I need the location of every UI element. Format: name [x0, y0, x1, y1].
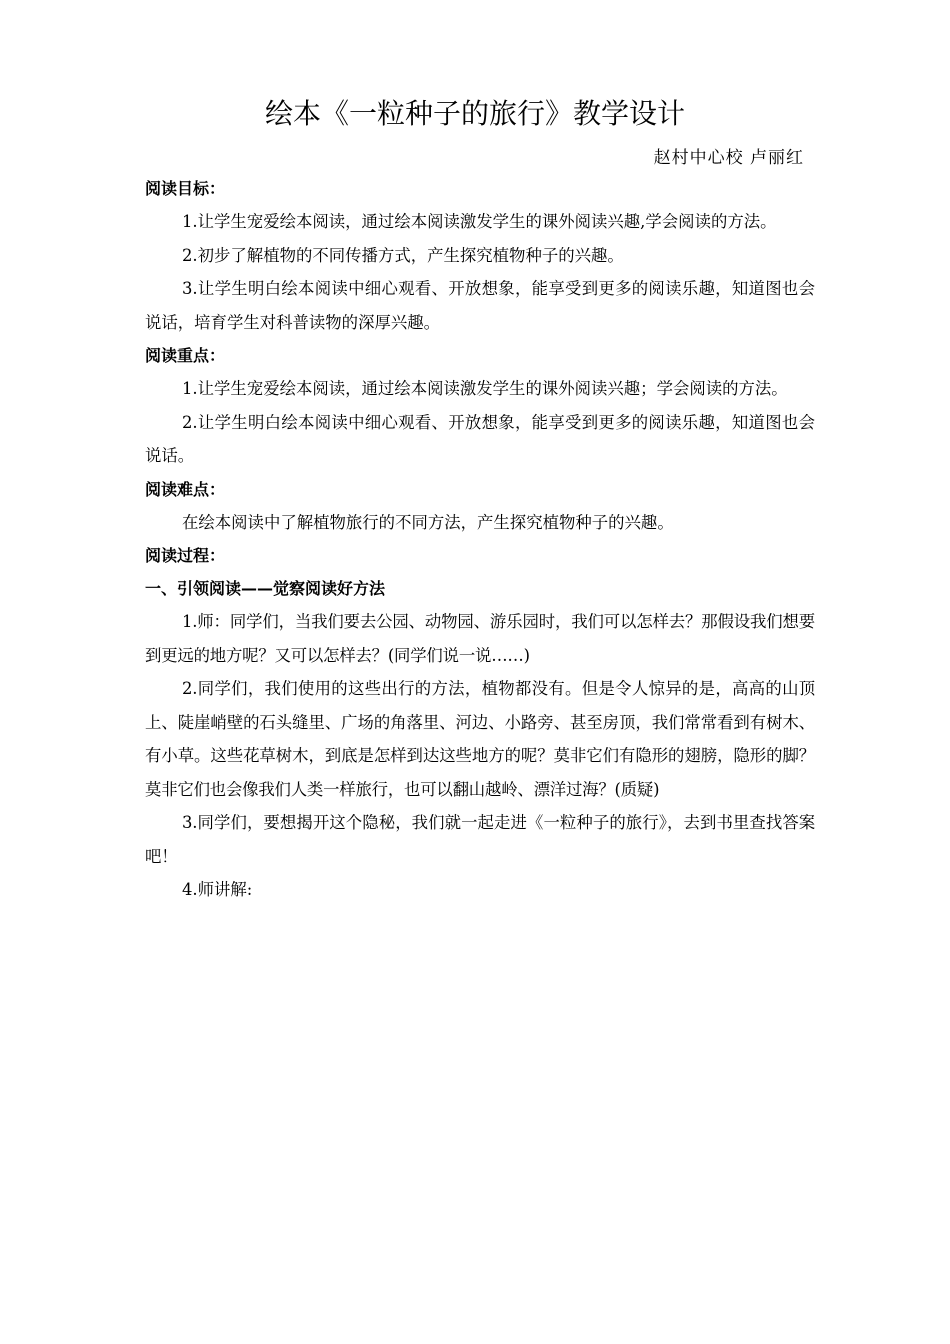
process-paragraph: 4.师讲解: — [182, 880, 253, 899]
process-paragraph: 3.同学们，要想揭开这个隐秘，我们就一起走进《一粒种子的旅行》，去到书里查找答案吧！ — [145, 813, 815, 866]
objective-paragraph: 3.让学生明白绘本阅读中细心观看、开放想象，能享受到更多的阅读乐趣，知道图也会说话，培育学生对科普读物的深厚兴趣。 — [145, 279, 815, 332]
section-heading-process: 阅读过程： — [145, 546, 226, 565]
difficulty-paragraph: 在绘本阅读中了解植物旅行的不同方法，产生探究植物种子的兴趣。 — [182, 512, 674, 532]
document-title: 绘本《一粒种子的旅行》教学设计 — [264, 97, 685, 130]
key-point-paragraph: 1.让学生宠爱绘本阅读，通过绘本阅读激发学生的课外阅读兴趣；学会阅读的方法。 — [182, 379, 788, 398]
objective-paragraph: 2.初步了解植物的不同传播方式，产生探究植物种子的兴趣。 — [182, 245, 624, 265]
section-heading-difficulties: 阅读难点： — [145, 479, 226, 499]
section-heading-key-points: 阅读重点： — [145, 346, 226, 365]
key-point-paragraph: 2.让学生明白绘本阅读中细心观看、开放想象，能享受到更多的阅读乐趣，知道图也会说话。 — [145, 412, 815, 465]
objective-paragraph: 1.让学生宠爱绘本阅读，通过绘本阅读激发学生的课外阅读兴趣,学会阅读的方法。 — [182, 212, 777, 231]
section-heading-objectives: 阅读目标： — [145, 179, 226, 198]
document-body — [145, 172, 815, 907]
process-paragraph: 1.师：同学们，当我们要去公园、动物园、游乐园时，我们可以怎样去？那假设我们想要到更远的地方呢？又可以怎样去？(同学们说一说……) — [145, 612, 815, 665]
subsection-heading-guided-reading: 一、引领阅读——觉察阅读好方法 — [145, 579, 386, 598]
process-paragraph: 2.同学们，我们使用的这些出行的方法，植物都没有。但是令人惊异的是，高高的山顶上、陡崖峭壁的石头缝里、广场的角落里、河边、小路旁、甚至房顶，我们常常看到有树木、有小草。这些花草树木，到底是怎样到达这些地方的呢？莫非它们有隐形的翅膀，隐形的脚？莫非它们也会像我们人类一样旅行，也可以翻山越岭、漂洋过海？(质疑) — [145, 679, 815, 799]
document-author: 赵村中心校 卢丽红 — [653, 148, 804, 168]
